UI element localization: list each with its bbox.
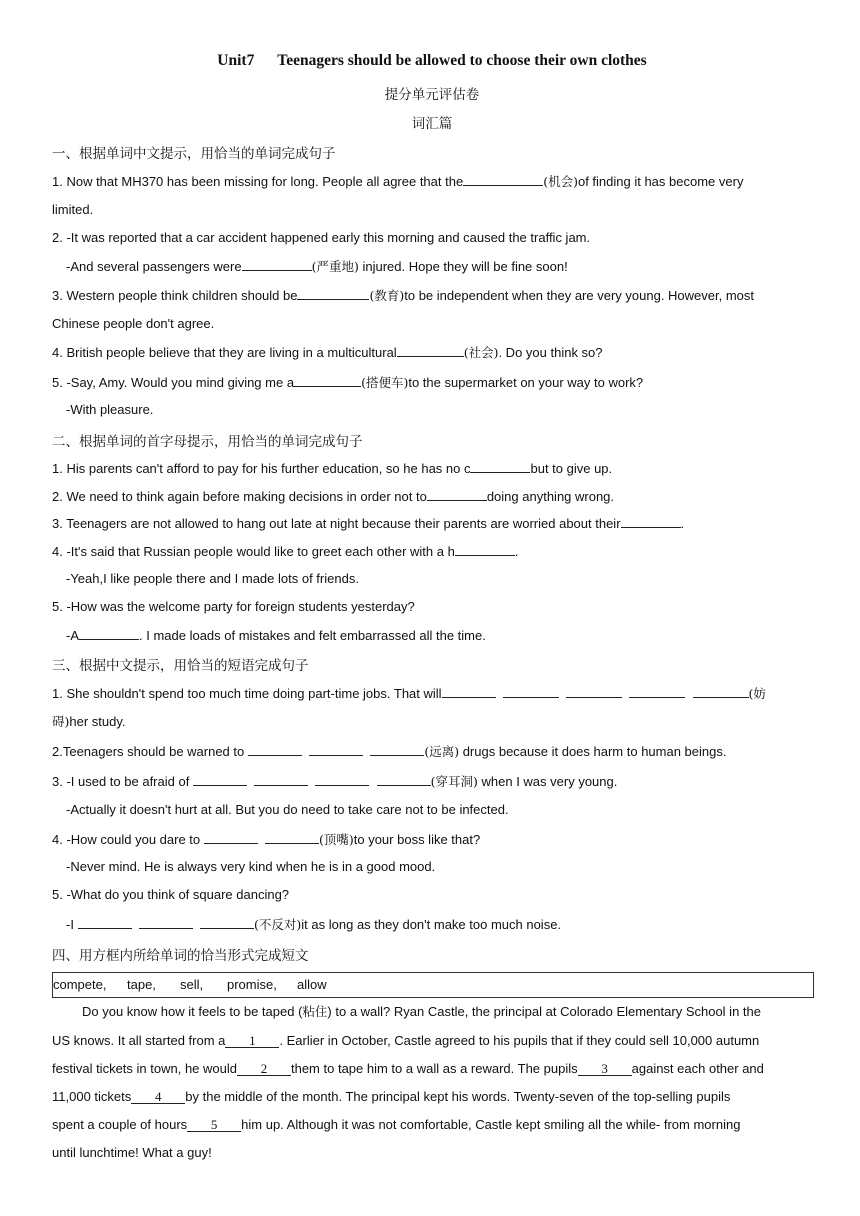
s1-question-4: 4. British people believe that they are living in a multicultural (社会). Do you think so?	[52, 345, 603, 360]
word-bank-item: tape,	[127, 977, 156, 992]
word-bank-box	[52, 972, 814, 998]
subtitle: 提分单元评估卷	[384, 87, 480, 103]
s2-question-5-reply: -A . I made loads of mistakes and felt embarrassed all the time.	[66, 628, 486, 643]
page-title: Unit7 Teenagers should be allowed to choose their own clothes	[217, 52, 647, 69]
word-bank-item: sell,	[180, 977, 204, 992]
passage-line-6: until lunchtime! What a guy!	[52, 1145, 212, 1160]
s2-question-4-reply: -Yeah,I like people there and I made lots of friends.	[66, 571, 359, 586]
passage-blank-5[interactable]: 5	[187, 1118, 241, 1132]
answer-blank[interactable]	[463, 173, 543, 186]
s3-question-1-cont: 碍)her study.	[52, 714, 126, 729]
s2-question-4: 4. -It's said that Russian people would like to greet each other with a h .	[52, 544, 519, 559]
answer-blank[interactable]	[309, 743, 363, 756]
answer-blank[interactable]	[503, 685, 559, 698]
passage-line-4: 11,000 tickets 4 by the middle of the month. The principal kept his words. Twenty-seven of the top-selling pupils	[52, 1089, 731, 1104]
answer-blank[interactable]	[78, 916, 132, 929]
word-bank-item: promise,	[227, 977, 277, 992]
word-bank-item: allow	[297, 977, 327, 992]
s1-question-3: 3. Western people think children should be (教育)to be independent when they are very young. However, most	[52, 288, 755, 303]
answer-blank[interactable]	[427, 488, 487, 501]
answer-blank[interactable]	[254, 773, 308, 786]
answer-blank[interactable]	[693, 685, 749, 698]
s1-question-2: 2. -It was reported that a car accident happened early this morning and caused the traffic jam.	[52, 230, 591, 245]
s3-question-3-reply: -Actually it doesn't hurt at all. But you do need to take care not to be infected.	[66, 802, 509, 817]
passage-blank-3[interactable]: 3	[578, 1062, 632, 1076]
s3-question-4: 4. -How could you dare to (顶嘴)to your boss like that?	[52, 832, 481, 847]
s3-question-3: 3. -I used to be afraid of (穿耳洞) when I was very young.	[52, 774, 618, 789]
s1-question-1-cont: limited.	[52, 202, 94, 217]
s3-question-5: 5. -What do you think of square dancing?	[52, 887, 290, 902]
subtitle-vocabulary: 词汇篇	[411, 116, 453, 132]
section-2-heading: 二、根据单词的首字母提示，用恰当的单词完成句子	[52, 434, 363, 450]
answer-blank[interactable]	[377, 773, 431, 786]
answer-blank[interactable]	[200, 916, 254, 929]
s2-question-2: 2. We need to think again before making decisions in order not to doing anything wrong.	[52, 489, 615, 504]
s2-question-5: 5. -How was the welcome party for foreign students yesterday?	[52, 599, 415, 614]
s1-question-5: 5. -Say, Amy. Would you mind giving me a (搭便车)to the supermarket on your way to work?	[52, 375, 644, 390]
passage-line-5: spent a couple of hours 5 him up. Although it was not comfortable, Castle kept smiling all the while- from morning	[52, 1117, 741, 1132]
answer-blank[interactable]	[79, 627, 139, 640]
section-4-heading: 四、用方框内所给单词的恰当形式完成短文	[52, 948, 309, 964]
answer-blank[interactable]	[315, 773, 369, 786]
answer-blank[interactable]	[242, 258, 312, 271]
answer-blank[interactable]	[370, 743, 424, 756]
answer-blank[interactable]	[139, 916, 193, 929]
passage-line-2: US knows. It all started from a 1 . Earlier in October, Castle agreed to his pupils that if they could sell 10,000 autumn	[52, 1033, 760, 1048]
answer-blank[interactable]	[455, 543, 515, 556]
s1-question-2-reply: -And several passengers were (严重地) injured. Hope they will be fine soon!	[66, 259, 568, 274]
answer-blank[interactable]	[397, 344, 464, 357]
s3-question-5-reply: -I (不反对)it as long as they don't make too much noise.	[66, 917, 562, 932]
answer-blank[interactable]	[193, 773, 247, 786]
word-bank-item: compete,	[53, 977, 107, 992]
answer-blank[interactable]	[297, 287, 369, 300]
section-3-heading: 三、根据中文提示，用恰当的短语完成句子	[52, 658, 309, 674]
s2-question-1: 1. His parents can't afford to pay for his further education, so he has no c but to give up.	[52, 461, 613, 476]
answer-blank[interactable]	[621, 515, 681, 528]
answer-blank[interactable]	[294, 374, 361, 387]
s2-question-3: 3. Teenagers are not allowed to hang out late at night because their parents are worried about their .	[52, 516, 685, 531]
s3-question-4-reply: -Never mind. He is always very kind when he is in a good mood.	[66, 859, 436, 874]
answer-blank[interactable]	[442, 685, 496, 698]
passage-blank-1[interactable]: 1	[225, 1034, 279, 1048]
answer-blank[interactable]	[265, 831, 319, 844]
answer-blank[interactable]	[629, 685, 685, 698]
answer-blank[interactable]	[248, 743, 302, 756]
passage-line-3: festival tickets in town, he would 2 them to tape him to a wall as a reward. The pupils 3 against each other and	[52, 1061, 764, 1076]
section-1-heading: 一、根据单词中文提示，用恰当的单词完成句子	[52, 146, 336, 162]
s3-question-1: 1. She shouldn't spend too much time doing part-time jobs. That will (妨	[52, 686, 766, 701]
answer-blank[interactable]	[470, 460, 530, 473]
passage-blank-4[interactable]: 4	[131, 1090, 185, 1104]
s1-question-3-cont: Chinese people don't agree.	[52, 316, 215, 331]
passage-blank-2[interactable]: 2	[237, 1062, 291, 1076]
answer-blank[interactable]	[566, 685, 622, 698]
answer-blank[interactable]	[204, 831, 258, 844]
s3-question-2: 2.Teenagers should be warned to (远离) drugs because it does harm to human beings.	[52, 744, 727, 759]
s1-question-1: 1. Now that MH370 has been missing for long. People all agree that the (机会)of finding it has become very	[52, 174, 744, 189]
s1-question-5-reply: -With pleasure.	[66, 402, 154, 417]
passage-line-1: Do you know how it feels to be taped (粘住) to a wall? Ryan Castle, the principal at Colorado Elementary School in the	[82, 1004, 761, 1019]
